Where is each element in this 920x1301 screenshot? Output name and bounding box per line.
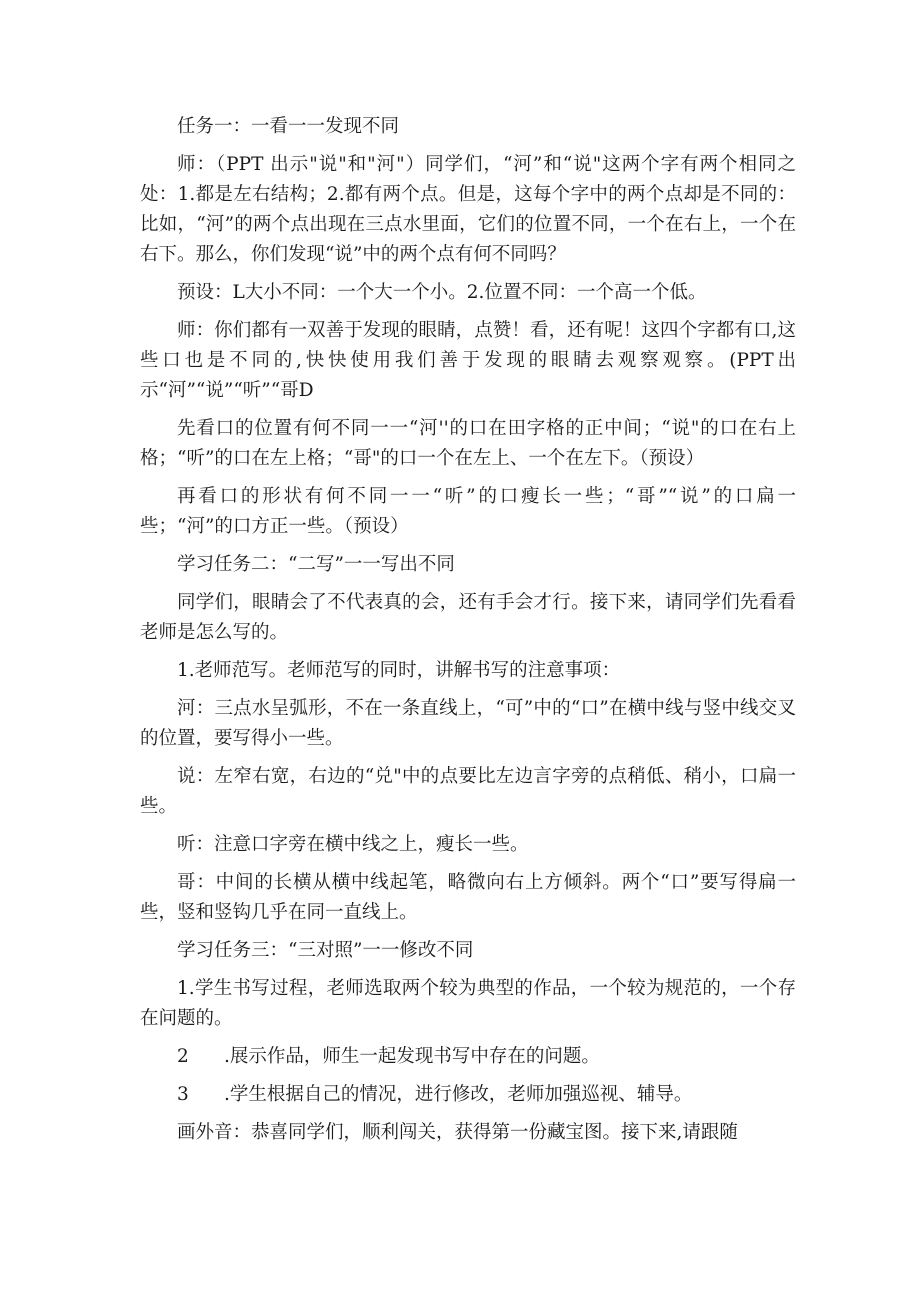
- paragraph: 师：你们都有一双善于发现的眼睛，点赞！看，还有呢！这四个字都有口,这些口也是不同的,快快使用我们善于发现的眼睛去观察观察。(PPT出示“河”“说”“听”“哥D: [140, 320, 796, 401]
- list-item: 2 .展示作品，师生一起发现书写中存在的问题。: [177, 1046, 600, 1067]
- paragraph: 画外音：恭喜同学们，顺利闯关，获得第一份藏宝图。接下来,请跟随: [177, 1122, 738, 1143]
- paragraph: 河：三点水呈弧形，不在一条直线上，“可”中的“口”在横中线与竖中线交叉的位置，要写得小一些。: [140, 698, 796, 749]
- paragraph: 先看口的位置有何不同一一“河''的口在田字格的正中间；“说"的口在右上格；“听”的口在左上格；“哥"的口一个在左上、一个在左下。（预设）: [140, 418, 796, 469]
- paragraph: 同学们，眼睛会了不代表真的会，还有手会才行。接下来，请同学们先看看老师是怎么写的。: [140, 592, 796, 643]
- paragraph: 哥：中间的长横从横中线起笔，略微向右上方倾斜。两个“口”要写得扁一些，竖和竖钩几乎在同一直线上。: [140, 872, 796, 923]
- paragraph: 说：左窄右宽，右边的“兑"中的点要比左边言字旁的点稍低、稍小，口扁一些。: [140, 766, 796, 817]
- paragraph: 1.老师范写。老师范写的同时，讲解书写的注意事项：: [177, 660, 621, 681]
- task-three-heading: 学习任务三：“三对照”一一修改不同: [177, 940, 474, 961]
- task-one-heading: 任务一：一看一一发现不同: [177, 116, 400, 137]
- list-item: 1.学生书写过程，老师选取两个较为典型的作品，一个较为规范的，一个存在问题的。: [140, 978, 796, 1029]
- paragraph: 再看口的形状有何不同一一“听”的口瘦长一些；“哥”“说”的口扁一些；“河”的口方正一些。（预设）: [140, 486, 796, 537]
- document-body: [140, 112, 796, 1156]
- task-two-heading: 学习任务二：“二写”一一写出不同: [177, 554, 455, 575]
- paragraph: 预设：L大小不同：一个大一个小。2.位置不同：一个高一个低。: [177, 282, 707, 303]
- paragraph: 师：（PPT 出示"说"和"河"）同学们，“河”和“说"这两个字有两个相同之处：1.都是左右结构；2.都有两个点。但是，这每个字中的两个点却是不同的：比如，“河”的两个点出现在三点水里面，它们的位置不同，一个在右上，一个在右下。那么，你们发现“说”中的两个点有何不同吗？: [140, 154, 796, 265]
- paragraph: 听：注意口字旁在横中线之上，瘦长一些。: [177, 834, 529, 855]
- list-item: 3 .学生根据自己的情况，进行修改，老师加强巡视、辅导。: [177, 1084, 693, 1105]
